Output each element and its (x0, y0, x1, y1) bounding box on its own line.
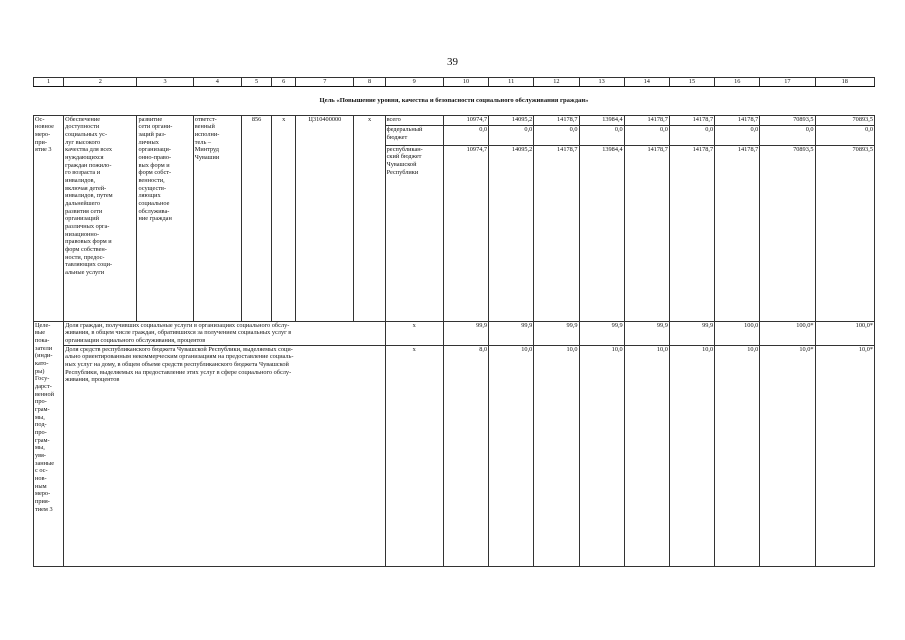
indicator-row (34, 321, 875, 345)
indicator-value: 10,0* (815, 345, 874, 566)
indicator-value: 99,9 (489, 321, 534, 345)
column-number: 12 (534, 78, 579, 87)
column-number: 13 (579, 78, 624, 87)
indicator-value: 10,0 (715, 345, 760, 566)
column-number: 1 (34, 78, 64, 87)
indicator-value: 99,9 (669, 321, 714, 345)
column-number: 4 (193, 78, 241, 87)
indicator-value: 100,0* (760, 321, 815, 345)
funding-value: 14178,7 (624, 115, 669, 125)
indicator-value: 10,0 (489, 345, 534, 566)
code-rz: x (272, 115, 296, 321)
funding-value: 10974,7 (443, 145, 488, 321)
funding-value: 10974,7 (443, 115, 488, 125)
funding-value: 0,0 (624, 126, 669, 146)
page-number: 39 (447, 56, 458, 68)
funding-value: 0,0 (760, 126, 815, 146)
code-vr: x (354, 115, 385, 321)
column-number: 11 (489, 78, 534, 87)
indicator-value: 100,0 (715, 321, 760, 345)
funding-value: 13984,4 (579, 115, 624, 125)
column-number: 6 (272, 78, 296, 87)
indicator-mark: x (385, 345, 443, 566)
goal-row (34, 86, 875, 115)
funding-value: 70893,5 (760, 115, 815, 125)
funding-value: 0,0 (489, 126, 534, 146)
code-csr: Ц310400000 (296, 115, 354, 321)
column-number: 16 (715, 78, 760, 87)
indicator-mark: x (385, 321, 443, 345)
funding-value: 70893,5 (815, 115, 874, 125)
indicator-value: 10,0 (624, 345, 669, 566)
indicator-value: 99,9 (443, 321, 488, 345)
column-number: 18 (815, 78, 874, 87)
indicator-value: 8,0 (443, 345, 488, 566)
column-number: 14 (624, 78, 669, 87)
funding-row (34, 115, 875, 125)
column-number: 10 (443, 78, 488, 87)
column-number: 9 (385, 78, 443, 87)
event-description: Обеспечение доступности социальных ус- луг высокого качества для всех нуждающихся граждан пожило- го возраста и инвалидов, включая детей- инвалидов, путем дальнейшего развития сети организаций различных орга- низационно- правовых форм и форм собствен- ности, предос- тавляющих соци- альные услуги (64, 115, 137, 321)
funding-value: 14178,7 (669, 145, 714, 321)
funding-value: 0,0 (815, 126, 874, 146)
code-grbs: 856 (241, 115, 271, 321)
indicator-value: 10,0 (669, 345, 714, 566)
indicator-value: 10,0 (579, 345, 624, 566)
column-number: 7 (296, 78, 354, 87)
indicator-value: 99,9 (534, 321, 579, 345)
indicators-label: Целе- вые пока- затели (инди- като- ры) Госу- дарст- венной про- грам- мы, под- про- грам- мы, увя- занные с ос- нов- ным меро- прия- тием 3 (34, 321, 64, 566)
funding-value: 70893,5 (815, 145, 874, 321)
indicator-value: 99,9 (624, 321, 669, 345)
program-table (33, 77, 875, 567)
column-number: 17 (760, 78, 815, 87)
funding-source: всего (385, 115, 443, 125)
funding-value: 14178,7 (669, 115, 714, 125)
column-number: 3 (137, 78, 193, 87)
indicator-value: 10,0 (534, 345, 579, 566)
responsible-executor: ответст- венный исполни- тель – Минтруд Чувашии (193, 115, 241, 321)
event-aim: развитие сети органи- заций раз- личных организаци- онно-право- вых форм и форм собст- венности, осуществ- ляющих социальное обслужива- ние граждан (137, 115, 193, 321)
column-number: 15 (669, 78, 714, 87)
column-number: 8 (354, 78, 385, 87)
indicator-value: 99,9 (579, 321, 624, 345)
funding-value: 14095,2 (489, 145, 534, 321)
column-number: 2 (64, 78, 137, 87)
column-number: 5 (241, 78, 271, 87)
column-number-row (34, 78, 875, 87)
event-label: Ос- новное меро- при- ятие 3 (34, 115, 64, 321)
funding-value: 0,0 (715, 126, 760, 146)
indicator-text: Доля средств республиканского бюджета Чувашской Республики, выделяемых соци- ально ориентированным некоммерческим организациям на предоставление социаль- ных услуг на дому, в общем объеме средств республиканского бюджета Чувашской Республики, выделяемых на предоставление этих услуг в сфере социального обслу- живания, процентов (64, 345, 385, 566)
funding-value: 0,0 (579, 126, 624, 146)
funding-source: республикан- ский бюджет Чувашской Республики (385, 145, 443, 321)
indicator-row (34, 345, 875, 566)
funding-value: 0,0 (534, 126, 579, 146)
funding-value: 14178,7 (624, 145, 669, 321)
goal-title: Цель «Повышение уровня, качества и безопасности социального обслуживания граждан» (34, 86, 875, 115)
indicator-value: 10,0* (760, 345, 815, 566)
funding-source: федеральный бюджет (385, 126, 443, 146)
funding-value: 14178,7 (715, 115, 760, 125)
funding-value: 70893,5 (760, 145, 815, 321)
funding-value: 14178,7 (715, 145, 760, 321)
funding-value: 13984,4 (579, 145, 624, 321)
funding-value: 0,0 (669, 126, 714, 146)
funding-value: 14095,2 (489, 115, 534, 125)
funding-value: 14178,7 (534, 115, 579, 125)
funding-value: 14178,7 (534, 145, 579, 321)
funding-value: 0,0 (443, 126, 488, 146)
indicator-value: 100,0* (815, 321, 874, 345)
indicator-text: Доля граждан, получивших социальные услуги в организациях социального обслу- живания, в общем числе граждан, обратившихся за получением социальных услуг в организации социального обслуживания, процентов (64, 321, 385, 345)
